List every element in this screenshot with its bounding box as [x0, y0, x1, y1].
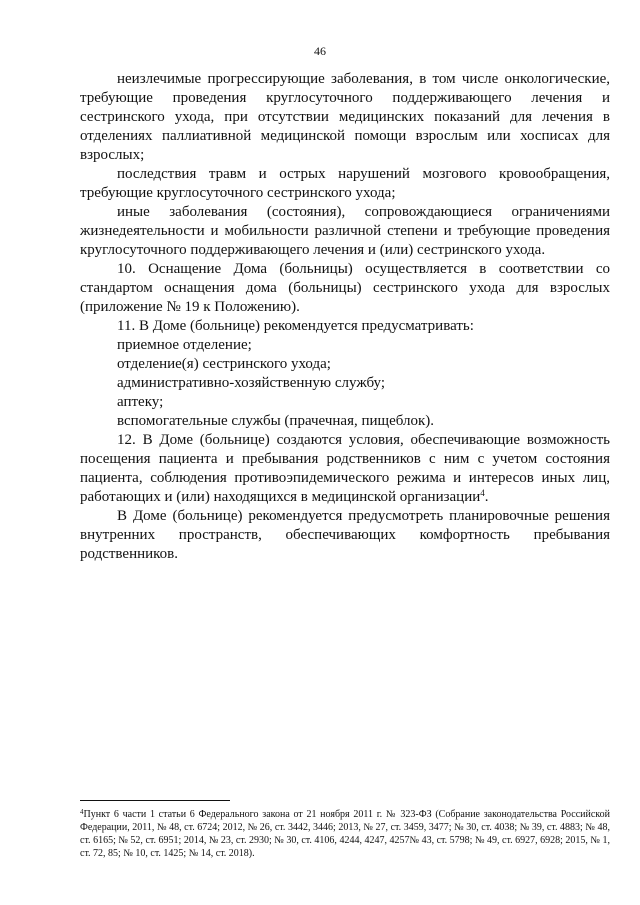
list-item-nursing-department: отделение(я) сестринского ухода; [117, 356, 331, 372]
paragraph-other-diseases: иные заболевания (состояния), сопровождающиеся ограничениями жизнедеятельности и мобильности различной степени и требующие проведения круглосуточного поддерживающего лечения и (или) сестринского ухода. [80, 204, 610, 258]
list-item-reception: приемное отделение; [117, 337, 252, 353]
paragraph-12-tail: . [484, 489, 489, 505]
list-item-auxiliary-services: вспомогательные службы (прачечная, пищеблок). [117, 413, 435, 429]
document-body [80, 70, 610, 564]
page-number: 46 [314, 44, 326, 58]
list-item-administrative-service: административно-хозяйственную службу; [117, 375, 386, 391]
paragraph-trauma-consequences: последствия травм и острых нарушений мозгового кровообращения, требующие круглосуточного сестринского ухода; [80, 166, 610, 201]
paragraph-12-visiting [80, 431, 610, 507]
footnote-text: Пункт 6 части 1 статьи 6 Федерального закона от 21 ноября 2011 г. № 323-ФЗ (Собрание законодательства Российской Федерации, 2011, № 48, ст. 6724; 2012, № 26, ст. 3442, 3446; 2013, № 27, ст. 3459, 3477; № 30, ст. 4038; № 39, ст. 4883; № 48, ст. 6165; № 52, ст. 6951; 2014, № 23, ст. 2930; № 30, ст. 4106, 4244, 4247, 4257№ 43, ст. 5798; № 49, ст. 6927, 6928; 2015, № 1, ст. 72, 85; № 10, ст. 1425; № 14, ст. 2018). [80, 809, 610, 859]
paragraph-11-structure: 11. В Доме (больнице) рекомендуется предусматривать: [117, 318, 474, 334]
paragraph-10-equipment: 10. Оснащение Дома (больницы) осуществляется в соответствии со стандартом оснащения дома (больницы) сестринского ухода для взрослых (приложение № 19 к Положению). [80, 261, 610, 315]
list-item-pharmacy: аптеку; [117, 394, 164, 410]
footnote-marker: 4 [80, 808, 84, 816]
paragraph-12-text: 12. В Доме (больнице) создаются условия, обеспечивающие возможность посещения пациента и пребывания родственников с ним с учетом состояния пациента, соблюдения противоэпидемического режима и интересов иных лиц, работающих и (или) находящихся в медицинской организации [80, 432, 610, 505]
footnote-reference: 4 [480, 488, 485, 498]
footnote [80, 808, 610, 860]
footnote-divider [80, 800, 230, 801]
paragraph-incurable-diseases: неизлечимые прогрессирующие заболевания, в том числе онкологические, требующие проведения круглосуточного поддерживающего лечения и сестринского ухода, при отсутствии медицинских показаний для лечения в отделениях паллиативной медицинской помощи взрослым или хосписах для взрослых; [80, 71, 610, 163]
paragraph-planning-solutions: В Доме (больнице) рекомендуется предусмотреть планировочные решения внутренних пространств, обеспечивающих комфортность пребывания родственников. [80, 508, 610, 562]
